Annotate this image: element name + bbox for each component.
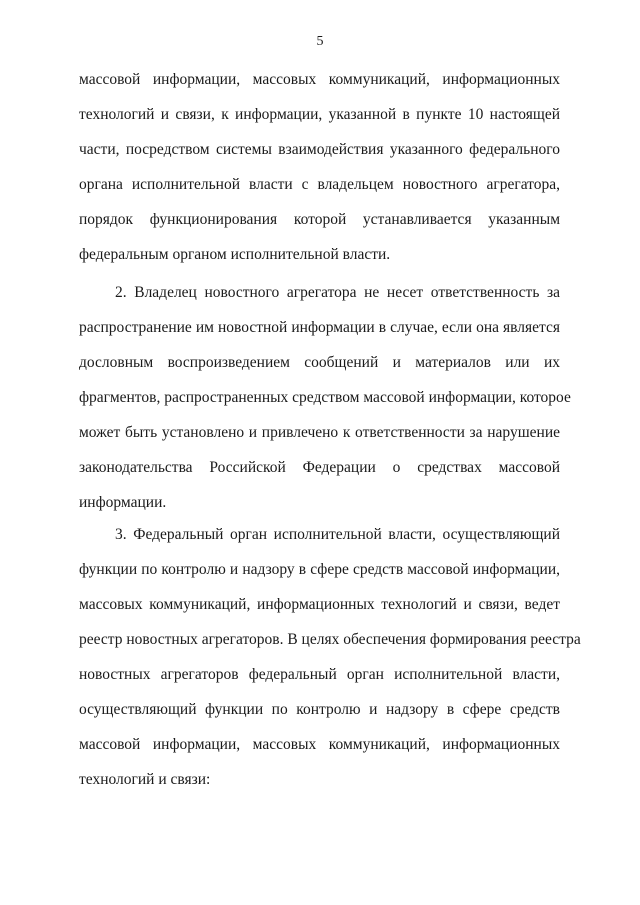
text-line: массовой информации, массовых коммуникаций, информационных [79,736,560,753]
text-line: дословным воспроизведением сообщений и материалов или их [79,354,560,371]
text-line: информации. [79,494,167,511]
text-line: технологий и связи, к информации, указанной в пункте 10 настоящей [79,106,560,123]
text-line: 3. Федеральный орган исполнительной власти, осуществляющий [115,526,560,543]
text-line: распространение им новостной информации в случае, если она является [79,319,560,336]
text-line: части, посредством системы взаимодействия указанного федерального [79,141,560,158]
text-line: фрагментов, распространенных средством массовой информации, которое [79,389,571,406]
text-line: федеральным органом исполнительной власти. [79,246,391,263]
text-line: может быть установлено и привлечено к ответственности за нарушение [79,424,560,441]
text-line: массовых коммуникаций, информационных технологий и связи, ведет [79,596,560,613]
text-line: массовой информации, массовых коммуникаций, информационных [79,71,560,88]
text-line: функции по контролю и надзору в сфере средств массовой информации, [79,561,560,578]
paragraph-2 [79,283,571,528]
text-line: реестр новостных агрегаторов. В целях обеспечения формирования реестра [79,631,581,648]
page-number: 5 [316,34,324,49]
text-line: органа исполнительной власти с владельцем новостного агрегатора, [79,176,560,193]
paragraph-continuation [79,70,560,280]
text-line: законодательства Российской Федерации о средствах массовой [79,459,560,476]
text-line: осуществляющий функции по контролю и надзору в сфере средств [79,701,560,718]
text-line: 2. Владелец новостного агрегатора не несет ответственность за [115,284,560,301]
text-line: новостных агрегаторов федеральный орган исполнительной власти, [79,666,560,683]
paragraph-3 [79,525,581,805]
text-line: порядок функционирования которой устанавливается указанным [79,211,560,228]
text-line: технологий и связи: [79,771,211,788]
